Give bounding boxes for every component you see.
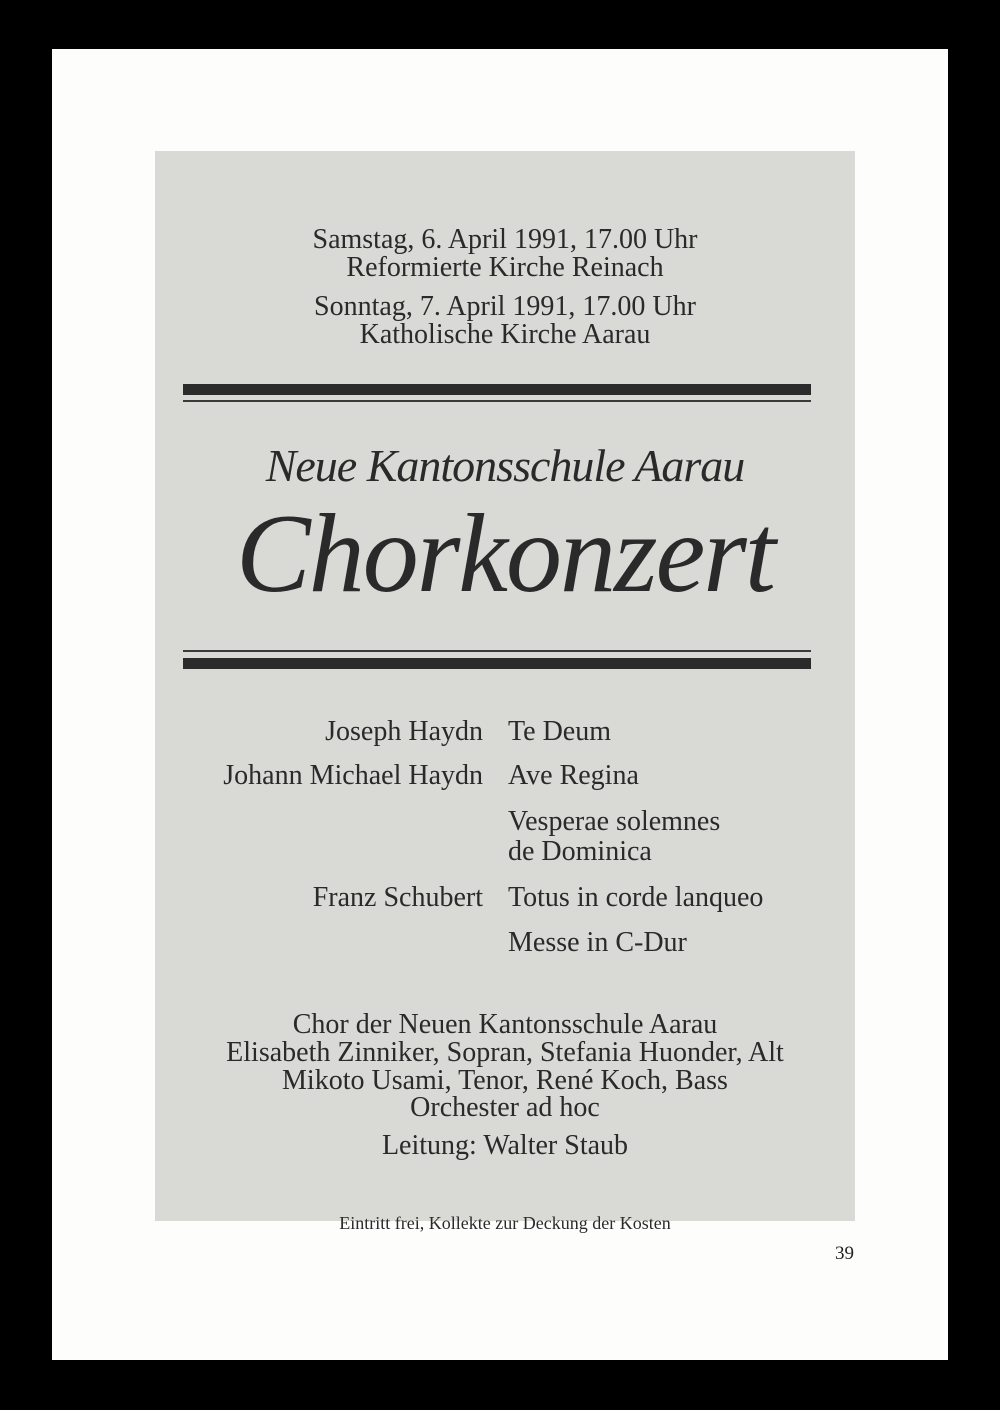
work-title: Totus in corde lanqueo bbox=[508, 882, 764, 913]
performer-line: Mikoto Usami, Tenor, René Koch, Bass bbox=[282, 1065, 728, 1096]
performer-line: Orchester ad hoc bbox=[410, 1092, 600, 1123]
page-number: 39 bbox=[835, 1243, 854, 1264]
composer-name: Johann Michael Haydn bbox=[223, 760, 483, 791]
work-title: Te Deum bbox=[508, 716, 612, 747]
composer-name: Franz Schubert bbox=[312, 882, 483, 913]
composer-name: Joseph Haydn bbox=[325, 716, 483, 747]
top-rule-thin bbox=[183, 400, 811, 402]
concert-title: Chorkonzert bbox=[236, 492, 774, 616]
bottom-rule-thick bbox=[183, 658, 811, 669]
admission-note: Eintritt frei, Kollekte zur Deckung der Kosten bbox=[339, 1213, 671, 1233]
performer-line: Chor der Neuen Kantonsschule Aarau bbox=[292, 1009, 718, 1040]
school-name: Neue Kantonsschule Aarau bbox=[265, 440, 745, 491]
concert-poster bbox=[155, 151, 855, 1233]
date-line-2: Sonntag, 7. April 1991, 17.00 Uhr bbox=[314, 291, 696, 322]
conductor-line: Leitung: Walter Staub bbox=[381, 1130, 629, 1161]
work-title: Ave Regina bbox=[508, 760, 639, 791]
top-rule-thick bbox=[183, 384, 811, 395]
book-page bbox=[52, 49, 948, 1360]
date-line-1: Samstag, 6. April 1991, 17.00 Uhr bbox=[312, 224, 698, 255]
venue-line-2: Katholische Kirche Aarau bbox=[359, 319, 651, 350]
venue-line-1: Reformierte Kirche Reinach bbox=[346, 252, 664, 283]
work-title: de Dominica bbox=[508, 836, 652, 867]
performer-line: Elisabeth Zinniker, Sopran, Stefania Huonder, Alt bbox=[226, 1037, 784, 1068]
work-title: Messe in C-Dur bbox=[508, 927, 687, 958]
work-title: Vesperae solemnes bbox=[508, 806, 721, 837]
bottom-rule-thin bbox=[183, 650, 811, 652]
